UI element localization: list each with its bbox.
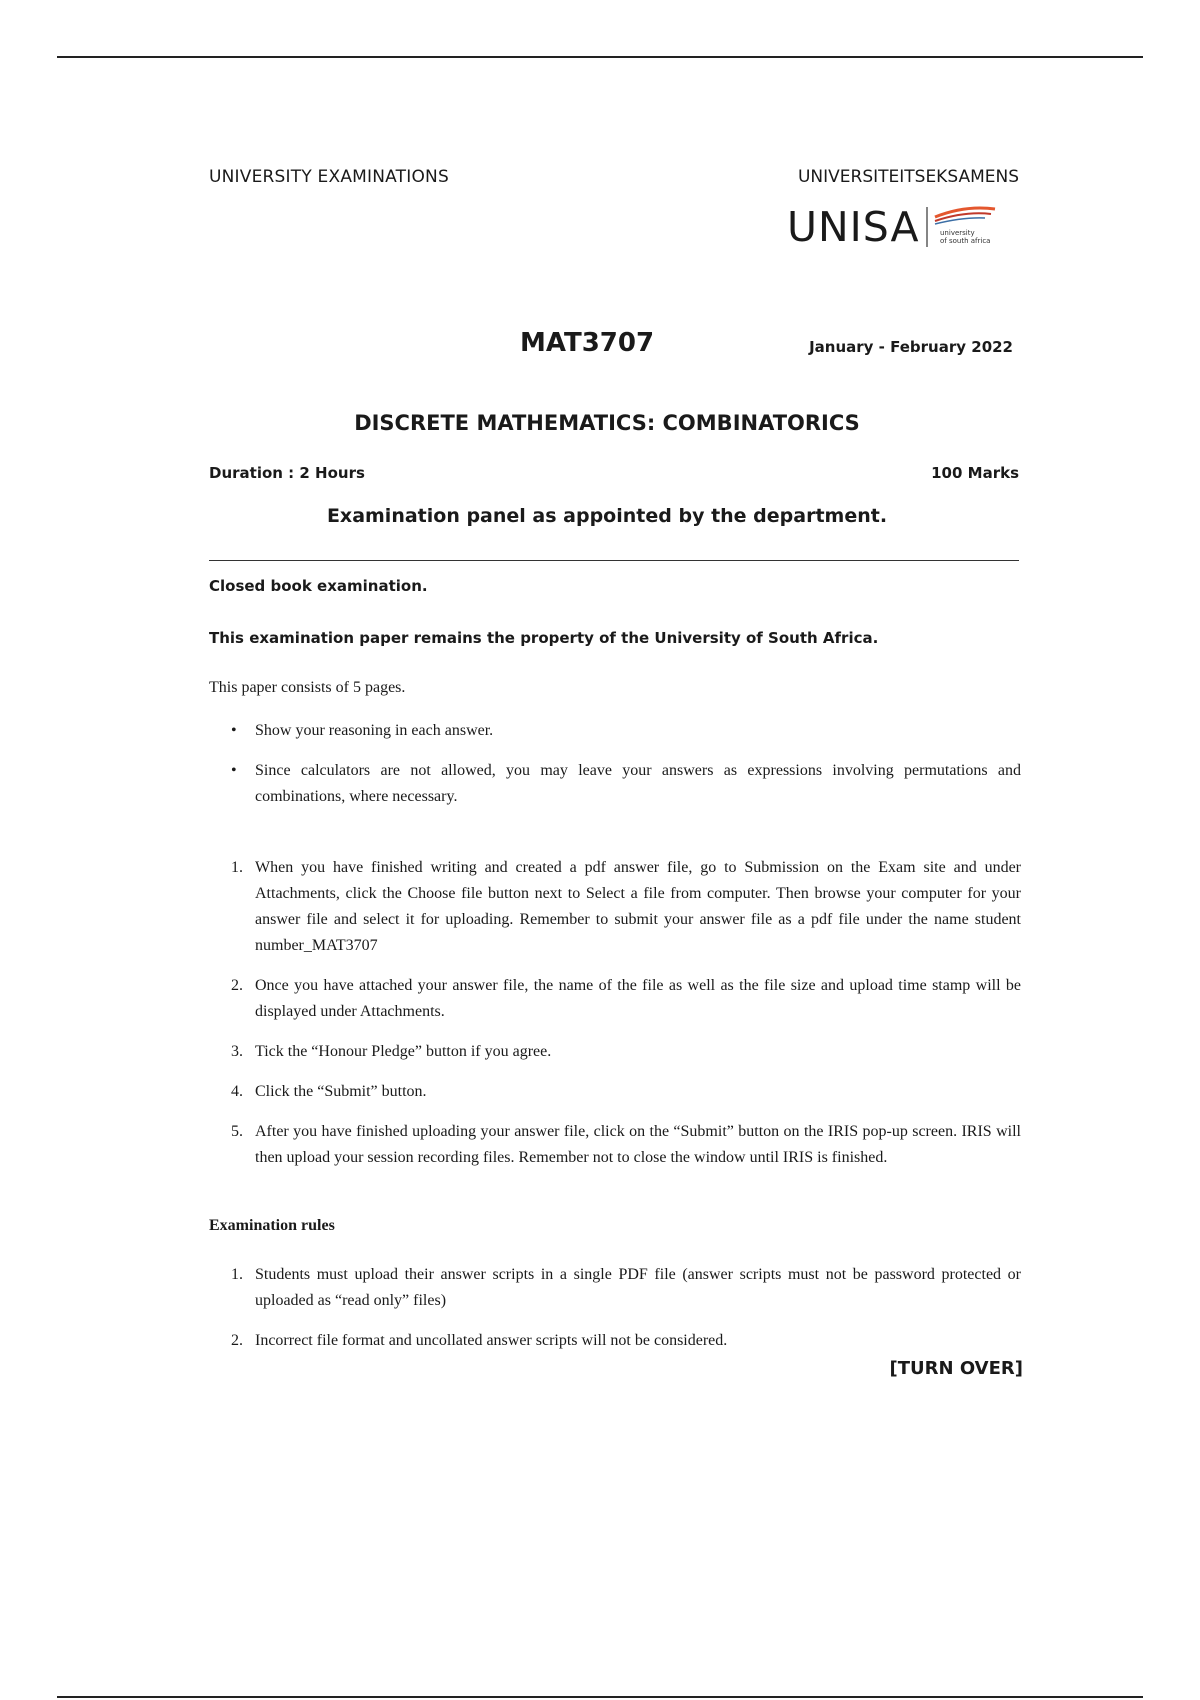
list-item: • Show your reasoning in each answer. [209, 718, 1021, 744]
instruction-bullets [209, 718, 1021, 824]
logo-wordmark: UNISA [787, 203, 920, 251]
course-title: DISCRETE MATHEMATICS: COMBINATORICS [354, 411, 860, 435]
list-item: 1. Students must upload their answer scripts in a single PDF file (answer scripts must not be password protected or uploaded as “read only” files) [231, 1266, 1021, 1309]
list-item: 3. Tick the “Honour Pledge” button if you agree. [231, 1043, 552, 1060]
list-item: 4. Click the “Submit” button. [231, 1083, 427, 1100]
logo-subtitle: university of south africa [940, 229, 991, 245]
section-divider [209, 560, 1019, 561]
exam-session: January - February 2022 [809, 338, 1013, 356]
list-item: 1. When you have finished writing and created a pdf answer file, go to Submission on the Exam site and under Attachments, click the Choose file button next to Select a file from computer. Then browse your computer for your answer file and select it for uploading. Remember to submit your answer file as a pdf file under the name student number_MAT3707 [231, 859, 1021, 954]
logo-emblem-icon [925, 203, 1017, 253]
course-code: MAT3707 [520, 328, 655, 358]
submission-steps [209, 855, 1021, 1185]
page-count-note: This paper consists of 5 pages. [209, 679, 406, 696]
unisa-logo [787, 203, 1017, 253]
header-right: UNIVERSITEITSEKSAMENS [797, 167, 1019, 187]
closed-book-note: Closed book examination. [209, 577, 428, 595]
bottom-rule [57, 1696, 1143, 1698]
list-item: 5. After you have finished uploading your answer file, click on the “Submit” button on the IRIS pop-up screen. IRIS will then upload your session recording files. Remember not to close the window until IRIS is finished. [231, 1123, 1021, 1166]
exam-duration: Duration : 2 Hours [209, 464, 365, 482]
list-item: 2. Once you have attached your answer file, the name of the file as well as the file size and upload time stamp will be displayed under Attachments. [231, 977, 1021, 1020]
bullet-icon: • [231, 722, 237, 739]
list-item: 2. Incorrect file format and uncollated answer scripts will not be considered. [231, 1332, 728, 1349]
examination-rules [209, 1262, 1021, 1368]
header-left: UNIVERSITY EXAMINATIONS [209, 167, 449, 187]
exam-panel: Examination panel as appointed by the department. [326, 505, 888, 527]
property-note: This examination paper remains the property of the University of South Africa. [209, 629, 879, 647]
top-rule [57, 56, 1143, 58]
list-item: • Since calculators are not allowed, you may leave your answers as expressions involving permutations and combinations, where necessary. [209, 758, 1021, 810]
bullet-icon: • [231, 762, 237, 779]
rules-heading: Examination rules [209, 1217, 335, 1234]
turn-over-label: [TURN OVER] [889, 1358, 1023, 1379]
exam-marks: 100 Marks [931, 464, 1019, 482]
